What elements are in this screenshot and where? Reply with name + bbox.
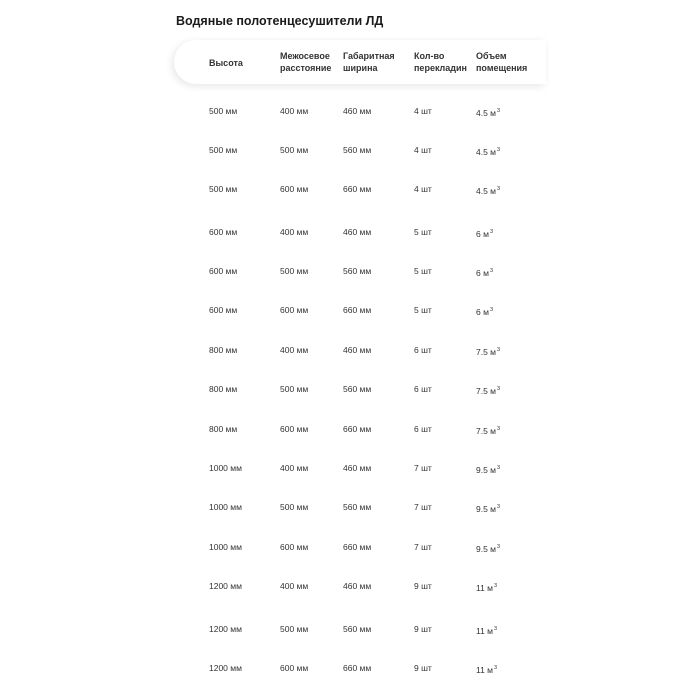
- cell-center-distance: [280, 383, 308, 395]
- cell-text: 600 мм: [280, 305, 309, 315]
- header-label-line: Габаритная: [343, 51, 395, 61]
- unit-superscript: 3: [497, 108, 501, 114]
- cell-text: 4.5 м: [476, 186, 497, 196]
- unit-superscript: 3: [497, 347, 501, 353]
- unit-superscript: 3: [497, 504, 501, 510]
- cell-text: 660 мм: [343, 542, 372, 552]
- cell-overall-width: [343, 265, 371, 277]
- cell-text: 560 мм: [343, 266, 372, 276]
- cell-overall-width: [343, 662, 371, 674]
- table-row: [0, 383, 700, 397]
- cell-text: 5 шт: [414, 305, 432, 315]
- cell-height: [209, 344, 237, 356]
- cell-text: 600 мм: [209, 305, 238, 315]
- unit-superscript: 3: [497, 426, 501, 432]
- cell-center-distance: [280, 541, 308, 553]
- cell-text: 9 шт: [414, 581, 432, 591]
- cell-center-distance: [280, 105, 308, 117]
- cell-center-distance: [280, 623, 308, 635]
- cell-text: 560 мм: [343, 145, 372, 155]
- cell-height: [209, 265, 237, 277]
- cell-text: 460 мм: [343, 463, 372, 473]
- cell-text: 5 шт: [414, 266, 432, 276]
- cell-height: [209, 541, 242, 553]
- cell-text: 6 шт: [414, 345, 432, 355]
- header-label-line: расстояние: [280, 63, 332, 73]
- cell-text: 4.5 м: [476, 108, 497, 118]
- cell-bar-count: [414, 183, 432, 195]
- cell-bar-count: [414, 144, 432, 156]
- table-row: [0, 144, 700, 158]
- cell-room-volume: [476, 462, 500, 476]
- table-row: [0, 623, 700, 637]
- unit-superscript: 3: [489, 268, 493, 274]
- table-row: [0, 423, 700, 437]
- cell-text: 6 м: [476, 229, 489, 239]
- cell-text: 600 мм: [280, 663, 309, 673]
- cell-text: 560 мм: [343, 384, 372, 394]
- cell-text: 660 мм: [343, 305, 372, 315]
- cell-height: [209, 144, 237, 156]
- cell-text: 4.5 м: [476, 147, 497, 157]
- cell-bar-count: [414, 541, 432, 553]
- unit-superscript: 3: [497, 147, 501, 153]
- cell-overall-width: [343, 304, 371, 316]
- cell-text: 660 мм: [343, 424, 372, 434]
- cell-text: 400 мм: [280, 463, 309, 473]
- cell-text: 800 мм: [209, 345, 238, 355]
- cell-text: 6 шт: [414, 384, 432, 394]
- cell-center-distance: [280, 462, 308, 474]
- cell-text: 460 мм: [343, 106, 372, 116]
- cell-text: 11 м: [476, 626, 494, 636]
- cell-overall-width: [343, 580, 371, 592]
- cell-center-distance: [280, 265, 308, 277]
- table-row: [0, 265, 700, 279]
- cell-text: 7.5 м: [476, 426, 497, 436]
- cell-center-distance: [280, 662, 308, 674]
- cell-text: 560 мм: [343, 624, 372, 634]
- cell-text: 7 шт: [414, 542, 432, 552]
- table-row: [0, 304, 700, 318]
- cell-text: 600 мм: [280, 542, 309, 552]
- cell-center-distance: [280, 226, 308, 238]
- cell-text: 11 м: [476, 665, 494, 675]
- cell-room-volume: [476, 423, 500, 437]
- cell-height: [209, 580, 242, 592]
- cell-text: 7 шт: [414, 502, 432, 512]
- unit-superscript: 3: [497, 544, 501, 550]
- table-row: [0, 501, 700, 515]
- cell-bar-count: [414, 226, 432, 238]
- cell-room-volume: [476, 501, 500, 515]
- cell-text: 800 мм: [209, 384, 238, 394]
- cell-room-volume: [476, 144, 500, 158]
- cell-text: 6 м: [476, 307, 489, 317]
- cell-room-volume: [476, 226, 493, 240]
- cell-overall-width: [343, 144, 371, 156]
- cell-text: 600 мм: [280, 184, 309, 194]
- unit-superscript: 3: [497, 386, 501, 392]
- cell-room-volume: [476, 344, 500, 358]
- cell-text: 6 шт: [414, 424, 432, 434]
- cell-text: 560 мм: [343, 502, 372, 512]
- cell-room-volume: [476, 265, 493, 279]
- cell-overall-width: [343, 623, 371, 635]
- cell-bar-count: [414, 383, 432, 395]
- header-label-line: Высота: [209, 58, 243, 68]
- cell-bar-count: [414, 580, 432, 592]
- cell-text: 500 мм: [280, 624, 309, 634]
- cell-text: 460 мм: [343, 345, 372, 355]
- header-label-line: Объем: [476, 51, 507, 61]
- cell-overall-width: [343, 541, 371, 553]
- table-row: [0, 226, 700, 240]
- cell-room-volume: [476, 541, 500, 555]
- cell-room-volume: [476, 623, 497, 637]
- cell-text: 4 шт: [414, 184, 432, 194]
- cell-text: 500 мм: [209, 106, 238, 116]
- cell-room-volume: [476, 662, 497, 676]
- cell-text: 460 мм: [343, 581, 372, 591]
- unit-superscript: 3: [494, 626, 498, 632]
- cell-text: 9.5 м: [476, 504, 497, 514]
- cell-bar-count: [414, 344, 432, 356]
- cell-text: 9 шт: [414, 663, 432, 673]
- unit-superscript: 3: [489, 307, 493, 313]
- header-label-line: перекладин: [414, 63, 467, 73]
- cell-text: 9.5 м: [476, 465, 497, 475]
- cell-text: 600 мм: [209, 266, 238, 276]
- cell-overall-width: [343, 105, 371, 117]
- cell-overall-width: [343, 501, 371, 513]
- cell-text: 1000 мм: [209, 502, 242, 512]
- cell-text: 1200 мм: [209, 581, 242, 591]
- table-row: [0, 662, 700, 676]
- header-label-line: помещения: [476, 63, 528, 73]
- cell-bar-count: [414, 623, 432, 635]
- cell-text: 400 мм: [280, 106, 309, 116]
- unit-superscript: 3: [494, 583, 498, 589]
- header-label-line: Межосевое: [280, 51, 330, 61]
- header-label-line: ширина: [343, 63, 378, 73]
- cell-overall-width: [343, 183, 371, 195]
- cell-height: [209, 662, 242, 674]
- cell-center-distance: [280, 304, 308, 316]
- cell-text: 5 шт: [414, 227, 432, 237]
- cell-overall-width: [343, 462, 371, 474]
- cell-bar-count: [414, 105, 432, 117]
- cell-text: 500 мм: [209, 145, 238, 155]
- cell-text: 1000 мм: [209, 463, 242, 473]
- cell-center-distance: [280, 344, 308, 356]
- cell-text: 600 мм: [209, 227, 238, 237]
- unit-superscript: 3: [497, 465, 501, 471]
- cell-bar-count: [414, 662, 432, 674]
- cell-text: 4 шт: [414, 145, 432, 155]
- cell-text: 400 мм: [280, 227, 309, 237]
- unit-superscript: 3: [494, 665, 498, 671]
- cell-center-distance: [280, 423, 308, 435]
- cell-overall-width: [343, 423, 371, 435]
- cell-text: 6 м: [476, 268, 489, 278]
- header-label-line: Кол-во: [414, 51, 445, 61]
- cell-bar-count: [414, 462, 432, 474]
- cell-room-volume: [476, 304, 493, 318]
- table-row: [0, 541, 700, 555]
- cell-height: [209, 462, 242, 474]
- cell-text: 1000 мм: [209, 542, 242, 552]
- cell-height: [209, 226, 237, 238]
- cell-text: 9 шт: [414, 624, 432, 634]
- page-title: Водяные полотенцесушители ЛД: [176, 14, 384, 28]
- cell-overall-width: [343, 383, 371, 395]
- cell-text: 600 мм: [280, 424, 309, 434]
- table-row: [0, 580, 700, 594]
- cell-text: 7.5 м: [476, 347, 497, 357]
- cell-bar-count: [414, 501, 432, 513]
- cell-text: 400 мм: [280, 581, 309, 591]
- table-row: [0, 183, 700, 197]
- cell-text: 7 шт: [414, 463, 432, 473]
- cell-room-volume: [476, 183, 500, 197]
- table-row: [0, 462, 700, 476]
- cell-text: 7.5 м: [476, 386, 497, 396]
- cell-height: [209, 423, 237, 435]
- cell-text: 500 мм: [280, 145, 309, 155]
- unit-superscript: 3: [497, 186, 501, 192]
- cell-height: [209, 501, 242, 513]
- cell-text: 1200 мм: [209, 624, 242, 634]
- cell-text: 460 мм: [343, 227, 372, 237]
- cell-text: 500 мм: [209, 184, 238, 194]
- cell-text: 500 мм: [280, 266, 309, 276]
- cell-room-volume: [476, 383, 500, 397]
- cell-text: 800 мм: [209, 424, 238, 434]
- cell-text: 1200 мм: [209, 663, 242, 673]
- cell-height: [209, 183, 237, 195]
- cell-height: [209, 623, 242, 635]
- cell-center-distance: [280, 580, 308, 592]
- cell-bar-count: [414, 265, 432, 277]
- cell-text: 500 мм: [280, 502, 309, 512]
- cell-height: [209, 304, 237, 316]
- cell-text: 660 мм: [343, 184, 372, 194]
- cell-text: 4 шт: [414, 106, 432, 116]
- cell-bar-count: [414, 304, 432, 316]
- cell-room-volume: [476, 105, 500, 119]
- cell-text: 9.5 м: [476, 544, 497, 554]
- cell-text: 400 мм: [280, 345, 309, 355]
- cell-overall-width: [343, 226, 371, 238]
- table-row: [0, 344, 700, 358]
- cell-height: [209, 105, 237, 117]
- cell-height: [209, 383, 237, 395]
- cell-center-distance: [280, 144, 308, 156]
- cell-overall-width: [343, 344, 371, 356]
- cell-text: 660 мм: [343, 663, 372, 673]
- cell-center-distance: [280, 501, 308, 513]
- cell-bar-count: [414, 423, 432, 435]
- cell-center-distance: [280, 183, 308, 195]
- table-row: [0, 105, 700, 119]
- cell-room-volume: [476, 580, 497, 594]
- cell-text: 500 мм: [280, 384, 309, 394]
- unit-superscript: 3: [489, 229, 493, 235]
- cell-text: 11 м: [476, 583, 494, 593]
